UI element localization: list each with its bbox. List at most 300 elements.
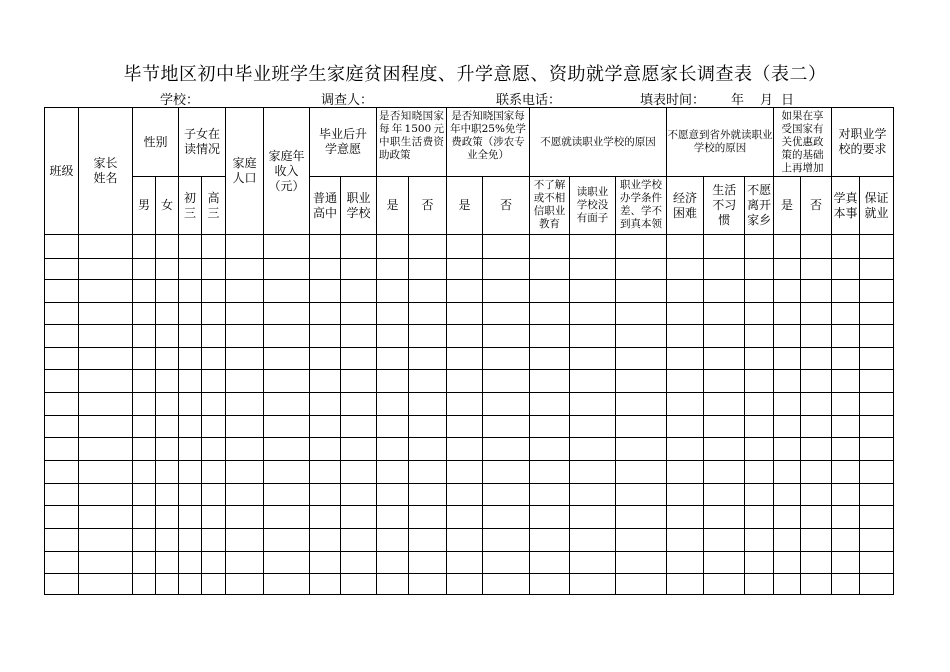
table-cell[interactable] bbox=[704, 303, 745, 325]
table-cell[interactable] bbox=[447, 484, 483, 506]
table-cell[interactable] bbox=[483, 259, 530, 280]
table-cell[interactable] bbox=[156, 552, 179, 574]
table-cell[interactable] bbox=[801, 484, 832, 506]
table-cell[interactable] bbox=[226, 280, 264, 303]
table-cell[interactable] bbox=[801, 259, 832, 280]
table-cell[interactable] bbox=[79, 484, 133, 506]
table-cell[interactable] bbox=[667, 461, 704, 484]
table-cell[interactable] bbox=[409, 325, 447, 348]
table-cell[interactable] bbox=[774, 529, 801, 552]
table-cell[interactable] bbox=[832, 529, 860, 552]
table-cell[interactable] bbox=[226, 259, 264, 280]
table-cell[interactable] bbox=[202, 416, 226, 438]
table-cell[interactable] bbox=[79, 259, 133, 280]
table-cell[interactable] bbox=[377, 303, 409, 325]
table-cell[interactable] bbox=[409, 370, 447, 393]
table-cell[interactable] bbox=[832, 325, 860, 348]
table-cell[interactable] bbox=[310, 325, 341, 348]
table-cell[interactable] bbox=[377, 529, 409, 552]
table-cell[interactable] bbox=[704, 552, 745, 574]
table-cell[interactable] bbox=[79, 280, 133, 303]
table-cell[interactable] bbox=[616, 506, 667, 529]
table-cell[interactable] bbox=[745, 393, 774, 416]
table-cell[interactable] bbox=[483, 348, 530, 370]
table-cell[interactable] bbox=[570, 574, 616, 595]
table-cell[interactable] bbox=[447, 416, 483, 438]
table-cell[interactable] bbox=[79, 416, 133, 438]
table-cell[interactable] bbox=[226, 303, 264, 325]
table-cell[interactable] bbox=[530, 393, 570, 416]
table-cell[interactable] bbox=[264, 235, 310, 259]
table-cell[interactable] bbox=[860, 325, 894, 348]
table-cell[interactable] bbox=[860, 529, 894, 552]
table-cell[interactable] bbox=[226, 438, 264, 461]
table-cell[interactable] bbox=[530, 574, 570, 595]
table-cell[interactable] bbox=[226, 574, 264, 595]
table-cell[interactable] bbox=[341, 393, 377, 416]
table-cell[interactable] bbox=[226, 552, 264, 574]
table-cell[interactable] bbox=[409, 303, 447, 325]
table-cell[interactable] bbox=[79, 529, 133, 552]
table-cell[interactable] bbox=[377, 370, 409, 393]
table-cell[interactable] bbox=[409, 348, 447, 370]
table-cell[interactable] bbox=[226, 235, 264, 259]
table-cell[interactable] bbox=[264, 416, 310, 438]
table-cell[interactable] bbox=[341, 280, 377, 303]
table-cell[interactable] bbox=[667, 393, 704, 416]
table-cell[interactable] bbox=[264, 552, 310, 574]
table-cell[interactable] bbox=[483, 370, 530, 393]
table-cell[interactable] bbox=[264, 506, 310, 529]
table-cell[interactable] bbox=[667, 348, 704, 370]
table-cell[interactable] bbox=[860, 235, 894, 259]
table-cell[interactable] bbox=[45, 529, 79, 552]
table-cell[interactable] bbox=[45, 461, 79, 484]
table-cell[interactable] bbox=[179, 259, 202, 280]
table-cell[interactable] bbox=[156, 303, 179, 325]
table-cell[interactable] bbox=[377, 280, 409, 303]
table-cell[interactable] bbox=[341, 438, 377, 461]
table-cell[interactable] bbox=[202, 259, 226, 280]
table-cell[interactable] bbox=[341, 259, 377, 280]
table-cell[interactable] bbox=[264, 529, 310, 552]
table-cell[interactable] bbox=[570, 416, 616, 438]
table-cell[interactable] bbox=[704, 348, 745, 370]
table-cell[interactable] bbox=[133, 506, 156, 529]
table-cell[interactable] bbox=[45, 484, 79, 506]
table-cell[interactable] bbox=[310, 235, 341, 259]
table-cell[interactable] bbox=[133, 259, 156, 280]
table-cell[interactable] bbox=[832, 348, 860, 370]
table-cell[interactable] bbox=[409, 280, 447, 303]
table-cell[interactable] bbox=[202, 574, 226, 595]
table-cell[interactable] bbox=[860, 348, 894, 370]
table-cell[interactable] bbox=[156, 438, 179, 461]
table-cell[interactable] bbox=[860, 552, 894, 574]
table-cell[interactable] bbox=[377, 484, 409, 506]
table-cell[interactable] bbox=[156, 280, 179, 303]
table-cell[interactable] bbox=[264, 393, 310, 416]
table-cell[interactable] bbox=[774, 370, 801, 393]
table-cell[interactable] bbox=[832, 552, 860, 574]
table-cell[interactable] bbox=[530, 506, 570, 529]
table-cell[interactable] bbox=[156, 259, 179, 280]
table-cell[interactable] bbox=[667, 303, 704, 325]
table-cell[interactable] bbox=[179, 484, 202, 506]
table-cell[interactable] bbox=[447, 574, 483, 595]
table-cell[interactable] bbox=[447, 393, 483, 416]
table-cell[interactable] bbox=[409, 574, 447, 595]
table-cell[interactable] bbox=[409, 393, 447, 416]
table-cell[interactable] bbox=[377, 235, 409, 259]
table-cell[interactable] bbox=[616, 348, 667, 370]
table-cell[interactable] bbox=[179, 325, 202, 348]
table-cell[interactable] bbox=[179, 416, 202, 438]
table-cell[interactable] bbox=[530, 552, 570, 574]
table-cell[interactable] bbox=[832, 461, 860, 484]
table-cell[interactable] bbox=[45, 303, 79, 325]
table-cell[interactable] bbox=[133, 235, 156, 259]
table-cell[interactable] bbox=[226, 529, 264, 552]
table-cell[interactable] bbox=[801, 416, 832, 438]
table-cell[interactable] bbox=[45, 235, 79, 259]
table-cell[interactable] bbox=[409, 484, 447, 506]
table-cell[interactable] bbox=[745, 552, 774, 574]
table-cell[interactable] bbox=[832, 235, 860, 259]
table-cell[interactable] bbox=[264, 280, 310, 303]
table-cell[interactable] bbox=[156, 235, 179, 259]
table-cell[interactable] bbox=[79, 552, 133, 574]
table-cell[interactable] bbox=[156, 393, 179, 416]
table-cell[interactable] bbox=[202, 370, 226, 393]
table-cell[interactable] bbox=[133, 484, 156, 506]
table-cell[interactable] bbox=[745, 416, 774, 438]
table-cell[interactable] bbox=[447, 280, 483, 303]
table-cell[interactable] bbox=[79, 370, 133, 393]
table-cell[interactable] bbox=[704, 416, 745, 438]
table-cell[interactable] bbox=[179, 370, 202, 393]
table-cell[interactable] bbox=[801, 280, 832, 303]
table-cell[interactable] bbox=[341, 416, 377, 438]
table-cell[interactable] bbox=[409, 235, 447, 259]
table-cell[interactable] bbox=[447, 259, 483, 280]
table-cell[interactable] bbox=[79, 574, 133, 595]
table-cell[interactable] bbox=[377, 438, 409, 461]
table-cell[interactable] bbox=[616, 393, 667, 416]
table-cell[interactable] bbox=[801, 506, 832, 529]
table-cell[interactable] bbox=[530, 438, 570, 461]
table-cell[interactable] bbox=[667, 529, 704, 552]
table-cell[interactable] bbox=[832, 259, 860, 280]
table-cell[interactable] bbox=[570, 259, 616, 280]
table-cell[interactable] bbox=[45, 259, 79, 280]
table-cell[interactable] bbox=[774, 552, 801, 574]
table-cell[interactable] bbox=[179, 506, 202, 529]
table-cell[interactable] bbox=[832, 484, 860, 506]
table-cell[interactable] bbox=[79, 348, 133, 370]
table-cell[interactable] bbox=[745, 506, 774, 529]
table-cell[interactable] bbox=[616, 280, 667, 303]
table-cell[interactable] bbox=[310, 393, 341, 416]
table-cell[interactable] bbox=[483, 393, 530, 416]
table-cell[interactable] bbox=[832, 303, 860, 325]
table-cell[interactable] bbox=[483, 552, 530, 574]
table-cell[interactable] bbox=[341, 235, 377, 259]
table-cell[interactable] bbox=[447, 438, 483, 461]
table-cell[interactable] bbox=[310, 438, 341, 461]
table-cell[interactable] bbox=[860, 506, 894, 529]
table-cell[interactable] bbox=[264, 484, 310, 506]
table-cell[interactable] bbox=[616, 370, 667, 393]
table-cell[interactable] bbox=[202, 461, 226, 484]
table-cell[interactable] bbox=[264, 259, 310, 280]
table-cell[interactable] bbox=[801, 393, 832, 416]
table-cell[interactable] bbox=[745, 529, 774, 552]
table-cell[interactable] bbox=[483, 574, 530, 595]
table-cell[interactable] bbox=[202, 484, 226, 506]
table-cell[interactable] bbox=[310, 484, 341, 506]
table-cell[interactable] bbox=[530, 303, 570, 325]
table-cell[interactable] bbox=[264, 325, 310, 348]
table-cell[interactable] bbox=[667, 416, 704, 438]
table-cell[interactable] bbox=[570, 506, 616, 529]
table-cell[interactable] bbox=[156, 416, 179, 438]
table-cell[interactable] bbox=[264, 370, 310, 393]
table-cell[interactable] bbox=[774, 438, 801, 461]
table-cell[interactable] bbox=[483, 461, 530, 484]
table-cell[interactable] bbox=[704, 325, 745, 348]
table-cell[interactable] bbox=[483, 484, 530, 506]
table-cell[interactable] bbox=[774, 303, 801, 325]
table-cell[interactable] bbox=[133, 325, 156, 348]
table-cell[interactable] bbox=[860, 259, 894, 280]
table-cell[interactable] bbox=[133, 280, 156, 303]
table-cell[interactable] bbox=[801, 574, 832, 595]
table-cell[interactable] bbox=[179, 529, 202, 552]
table-cell[interactable] bbox=[447, 348, 483, 370]
table-cell[interactable] bbox=[801, 461, 832, 484]
table-cell[interactable] bbox=[310, 574, 341, 595]
table-cell[interactable] bbox=[156, 325, 179, 348]
table-cell[interactable] bbox=[774, 416, 801, 438]
table-cell[interactable] bbox=[616, 235, 667, 259]
table-cell[interactable] bbox=[774, 506, 801, 529]
table-cell[interactable] bbox=[202, 438, 226, 461]
table-cell[interactable] bbox=[447, 461, 483, 484]
table-cell[interactable] bbox=[616, 416, 667, 438]
table-cell[interactable] bbox=[774, 259, 801, 280]
table-cell[interactable] bbox=[341, 552, 377, 574]
table-cell[interactable] bbox=[570, 348, 616, 370]
table-cell[interactable] bbox=[745, 280, 774, 303]
table-cell[interactable] bbox=[745, 370, 774, 393]
table-cell[interactable] bbox=[704, 370, 745, 393]
table-cell[interactable] bbox=[801, 370, 832, 393]
table-cell[interactable] bbox=[179, 280, 202, 303]
table-cell[interactable] bbox=[156, 506, 179, 529]
table-cell[interactable] bbox=[179, 438, 202, 461]
table-cell[interactable] bbox=[409, 259, 447, 280]
table-cell[interactable] bbox=[133, 529, 156, 552]
table-cell[interactable] bbox=[616, 259, 667, 280]
table-cell[interactable] bbox=[79, 438, 133, 461]
table-cell[interactable] bbox=[860, 461, 894, 484]
table-cell[interactable] bbox=[341, 325, 377, 348]
table-cell[interactable] bbox=[377, 325, 409, 348]
table-cell[interactable] bbox=[447, 552, 483, 574]
table-cell[interactable] bbox=[860, 370, 894, 393]
table-cell[interactable] bbox=[832, 416, 860, 438]
table-cell[interactable] bbox=[745, 303, 774, 325]
table-cell[interactable] bbox=[801, 325, 832, 348]
table-cell[interactable] bbox=[409, 552, 447, 574]
table-cell[interactable] bbox=[310, 259, 341, 280]
table-cell[interactable] bbox=[745, 325, 774, 348]
table-cell[interactable] bbox=[202, 529, 226, 552]
table-cell[interactable] bbox=[202, 325, 226, 348]
table-cell[interactable] bbox=[704, 259, 745, 280]
table-cell[interactable] bbox=[570, 393, 616, 416]
table-cell[interactable] bbox=[704, 393, 745, 416]
table-cell[interactable] bbox=[860, 393, 894, 416]
table-cell[interactable] bbox=[409, 416, 447, 438]
table-cell[interactable] bbox=[774, 280, 801, 303]
table-cell[interactable] bbox=[79, 235, 133, 259]
table-cell[interactable] bbox=[570, 552, 616, 574]
table-cell[interactable] bbox=[667, 370, 704, 393]
table-cell[interactable] bbox=[447, 235, 483, 259]
table-cell[interactable] bbox=[530, 348, 570, 370]
table-cell[interactable] bbox=[202, 506, 226, 529]
table-cell[interactable] bbox=[704, 438, 745, 461]
table-cell[interactable] bbox=[377, 461, 409, 484]
table-cell[interactable] bbox=[377, 348, 409, 370]
table-cell[interactable] bbox=[45, 393, 79, 416]
table-cell[interactable] bbox=[377, 259, 409, 280]
table-cell[interactable] bbox=[341, 506, 377, 529]
table-cell[interactable] bbox=[79, 393, 133, 416]
table-cell[interactable] bbox=[774, 574, 801, 595]
table-cell[interactable] bbox=[226, 461, 264, 484]
table-cell[interactable] bbox=[45, 506, 79, 529]
table-cell[interactable] bbox=[667, 259, 704, 280]
table-cell[interactable] bbox=[616, 325, 667, 348]
table-cell[interactable] bbox=[667, 552, 704, 574]
table-cell[interactable] bbox=[226, 348, 264, 370]
table-cell[interactable] bbox=[570, 325, 616, 348]
table-cell[interactable] bbox=[409, 461, 447, 484]
table-cell[interactable] bbox=[483, 506, 530, 529]
table-cell[interactable] bbox=[341, 348, 377, 370]
table-cell[interactable] bbox=[310, 529, 341, 552]
table-cell[interactable] bbox=[570, 303, 616, 325]
table-cell[interactable] bbox=[530, 416, 570, 438]
table-cell[interactable] bbox=[45, 438, 79, 461]
table-cell[interactable] bbox=[341, 529, 377, 552]
table-cell[interactable] bbox=[704, 574, 745, 595]
table-cell[interactable] bbox=[377, 393, 409, 416]
table-cell[interactable] bbox=[377, 574, 409, 595]
table-cell[interactable] bbox=[310, 370, 341, 393]
table-cell[interactable] bbox=[832, 506, 860, 529]
table-cell[interactable] bbox=[801, 303, 832, 325]
table-cell[interactable] bbox=[45, 370, 79, 393]
table-cell[interactable] bbox=[341, 484, 377, 506]
table-cell[interactable] bbox=[832, 370, 860, 393]
table-cell[interactable] bbox=[832, 574, 860, 595]
table-cell[interactable] bbox=[226, 416, 264, 438]
table-cell[interactable] bbox=[179, 461, 202, 484]
table-cell[interactable] bbox=[530, 325, 570, 348]
table-cell[interactable] bbox=[341, 574, 377, 595]
table-cell[interactable] bbox=[704, 461, 745, 484]
table-cell[interactable] bbox=[341, 370, 377, 393]
table-cell[interactable] bbox=[447, 506, 483, 529]
table-cell[interactable] bbox=[156, 574, 179, 595]
table-cell[interactable] bbox=[226, 325, 264, 348]
table-cell[interactable] bbox=[832, 438, 860, 461]
table-cell[interactable] bbox=[667, 506, 704, 529]
table-cell[interactable] bbox=[530, 280, 570, 303]
table-cell[interactable] bbox=[156, 529, 179, 552]
table-cell[interactable] bbox=[774, 461, 801, 484]
table-cell[interactable] bbox=[409, 529, 447, 552]
table-cell[interactable] bbox=[133, 370, 156, 393]
table-cell[interactable] bbox=[45, 574, 79, 595]
table-cell[interactable] bbox=[79, 303, 133, 325]
table-cell[interactable] bbox=[447, 303, 483, 325]
table-cell[interactable] bbox=[530, 370, 570, 393]
table-cell[interactable] bbox=[667, 235, 704, 259]
table-cell[interactable] bbox=[860, 303, 894, 325]
table-cell[interactable] bbox=[133, 438, 156, 461]
table-cell[interactable] bbox=[264, 438, 310, 461]
table-cell[interactable] bbox=[704, 529, 745, 552]
table-cell[interactable] bbox=[530, 484, 570, 506]
table-cell[interactable] bbox=[832, 280, 860, 303]
table-cell[interactable] bbox=[310, 416, 341, 438]
table-cell[interactable] bbox=[483, 235, 530, 259]
table-cell[interactable] bbox=[341, 303, 377, 325]
table-cell[interactable] bbox=[801, 438, 832, 461]
table-cell[interactable] bbox=[202, 235, 226, 259]
table-cell[interactable] bbox=[133, 552, 156, 574]
table-cell[interactable] bbox=[801, 348, 832, 370]
table-cell[interactable] bbox=[616, 529, 667, 552]
table-cell[interactable] bbox=[133, 461, 156, 484]
table-cell[interactable] bbox=[264, 461, 310, 484]
table-cell[interactable] bbox=[179, 574, 202, 595]
table-cell[interactable] bbox=[616, 552, 667, 574]
table-cell[interactable] bbox=[745, 484, 774, 506]
table-cell[interactable] bbox=[179, 348, 202, 370]
table-cell[interactable] bbox=[202, 303, 226, 325]
table-cell[interactable] bbox=[832, 393, 860, 416]
table-cell[interactable] bbox=[483, 303, 530, 325]
table-cell[interactable] bbox=[483, 280, 530, 303]
table-cell[interactable] bbox=[801, 235, 832, 259]
table-cell[interactable] bbox=[45, 325, 79, 348]
table-cell[interactable] bbox=[704, 506, 745, 529]
table-cell[interactable] bbox=[447, 370, 483, 393]
table-cell[interactable] bbox=[667, 325, 704, 348]
table-cell[interactable] bbox=[133, 574, 156, 595]
table-cell[interactable] bbox=[310, 461, 341, 484]
table-cell[interactable] bbox=[310, 506, 341, 529]
table-cell[interactable] bbox=[226, 506, 264, 529]
table-cell[interactable] bbox=[745, 461, 774, 484]
table-cell[interactable] bbox=[704, 280, 745, 303]
